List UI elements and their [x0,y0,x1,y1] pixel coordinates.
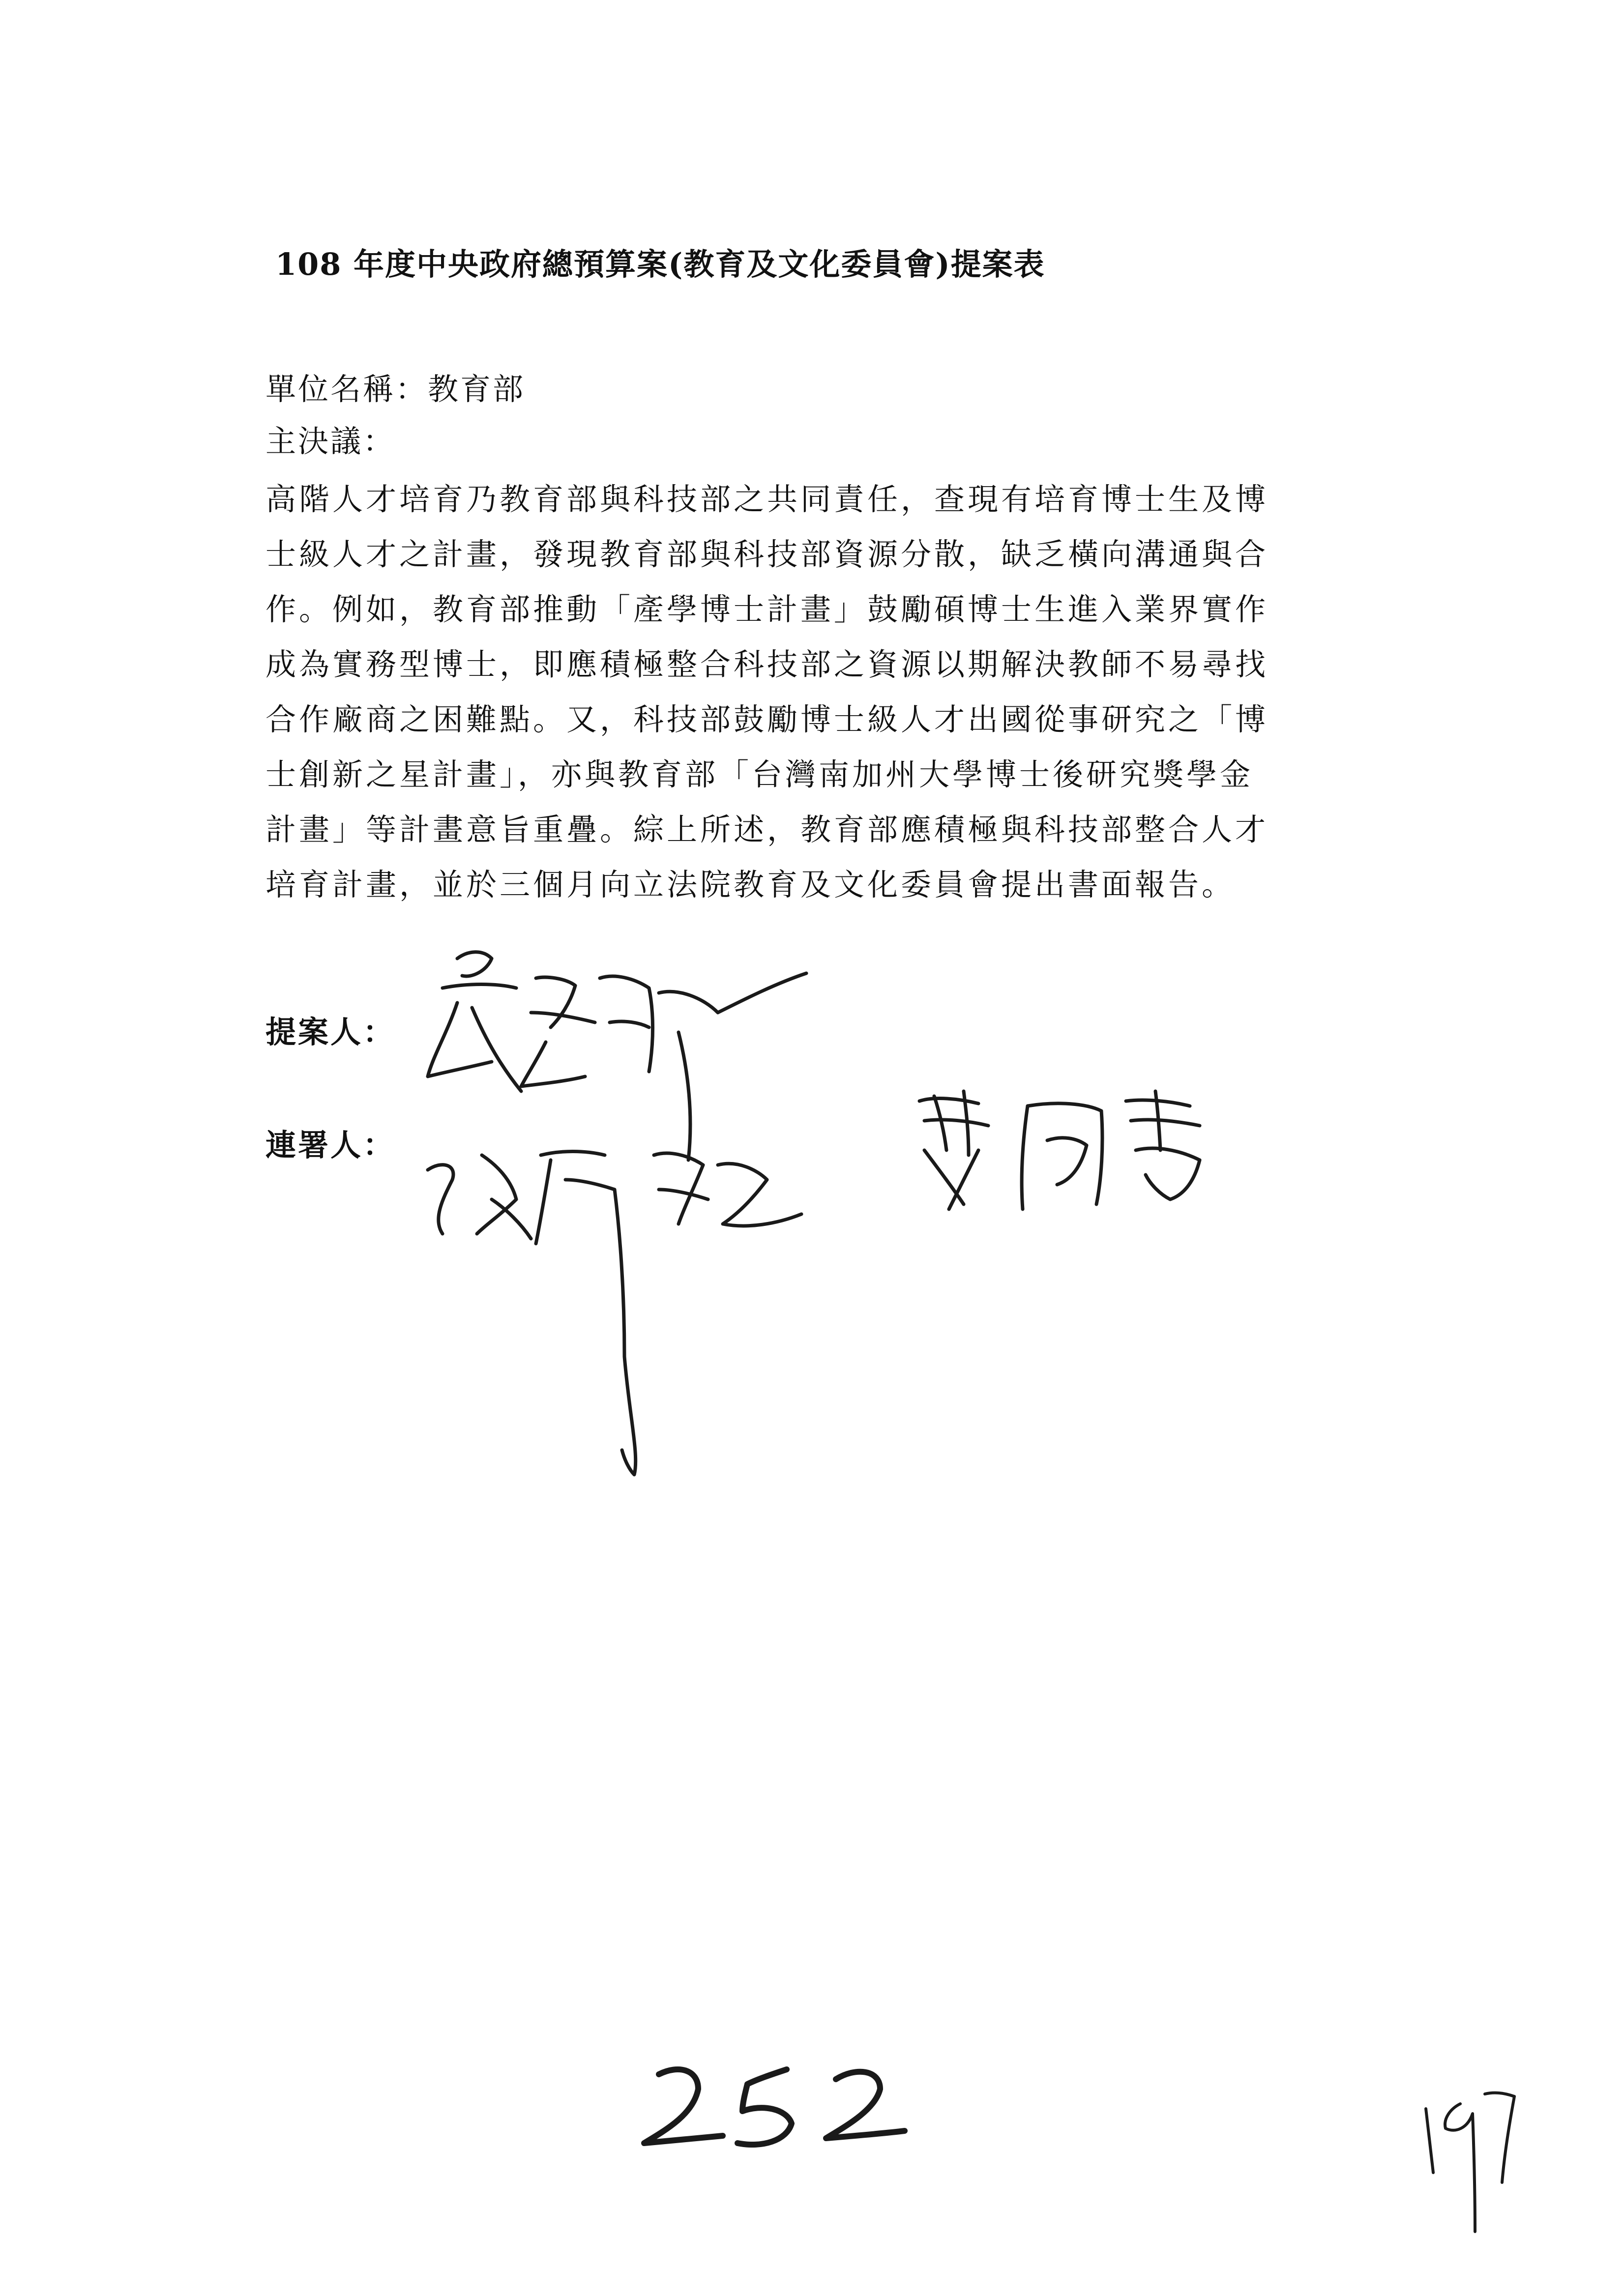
proposer-label: 提案人： [266,1014,396,1050]
proposer-signature [428,952,806,1160]
body-line: 合作廠商之困難點。又，科技部鼓勵博士級人才出國從事研究之「博 [266,701,1269,737]
body-line: 高階人才培育乃教育部與科技部之共同責任，查現有培育博士生及博 [266,481,1269,517]
body-line: 計畫」等計畫意旨重疊。綜上所述，教育部應積極與科技部整合人才 [266,812,1269,847]
handwritten-page-number [644,2069,905,2145]
body-line: 成為實務型博士，即應積極整合科技部之資源以期解決教師不易尋找 [266,646,1269,682]
body-line: 作。例如，教育部推動「產學博士計畫」鼓勵碩博士生進入業界實作 [266,591,1269,627]
body-line: 培育計畫，並於三個月向立法院教育及文化委員會提出書面報告。 [266,867,1236,902]
cosigner-signature-1 [428,1152,801,1475]
handwritten-corner-number [1426,2093,1514,2232]
body-line: 士創新之星計畫」，亦與教育部「台灣南加州大學博士後研究獎學金 [266,756,1254,792]
body-line: 士級人才之計畫，發現教育部與科技部資源分散，缺乏橫向溝通與合 [266,536,1269,572]
cosigner-label: 連署人： [266,1127,396,1163]
resolution-body [266,472,1367,912]
unit-name-line: 單位名稱：教育部 [266,371,526,407]
main-resolution-label: 主決議： [266,423,396,459]
document-title: 108 年度中央政府總預算案(教育及文化委員會)提案表 [275,246,1045,282]
cosigner-signature-2 [919,1091,1200,1209]
